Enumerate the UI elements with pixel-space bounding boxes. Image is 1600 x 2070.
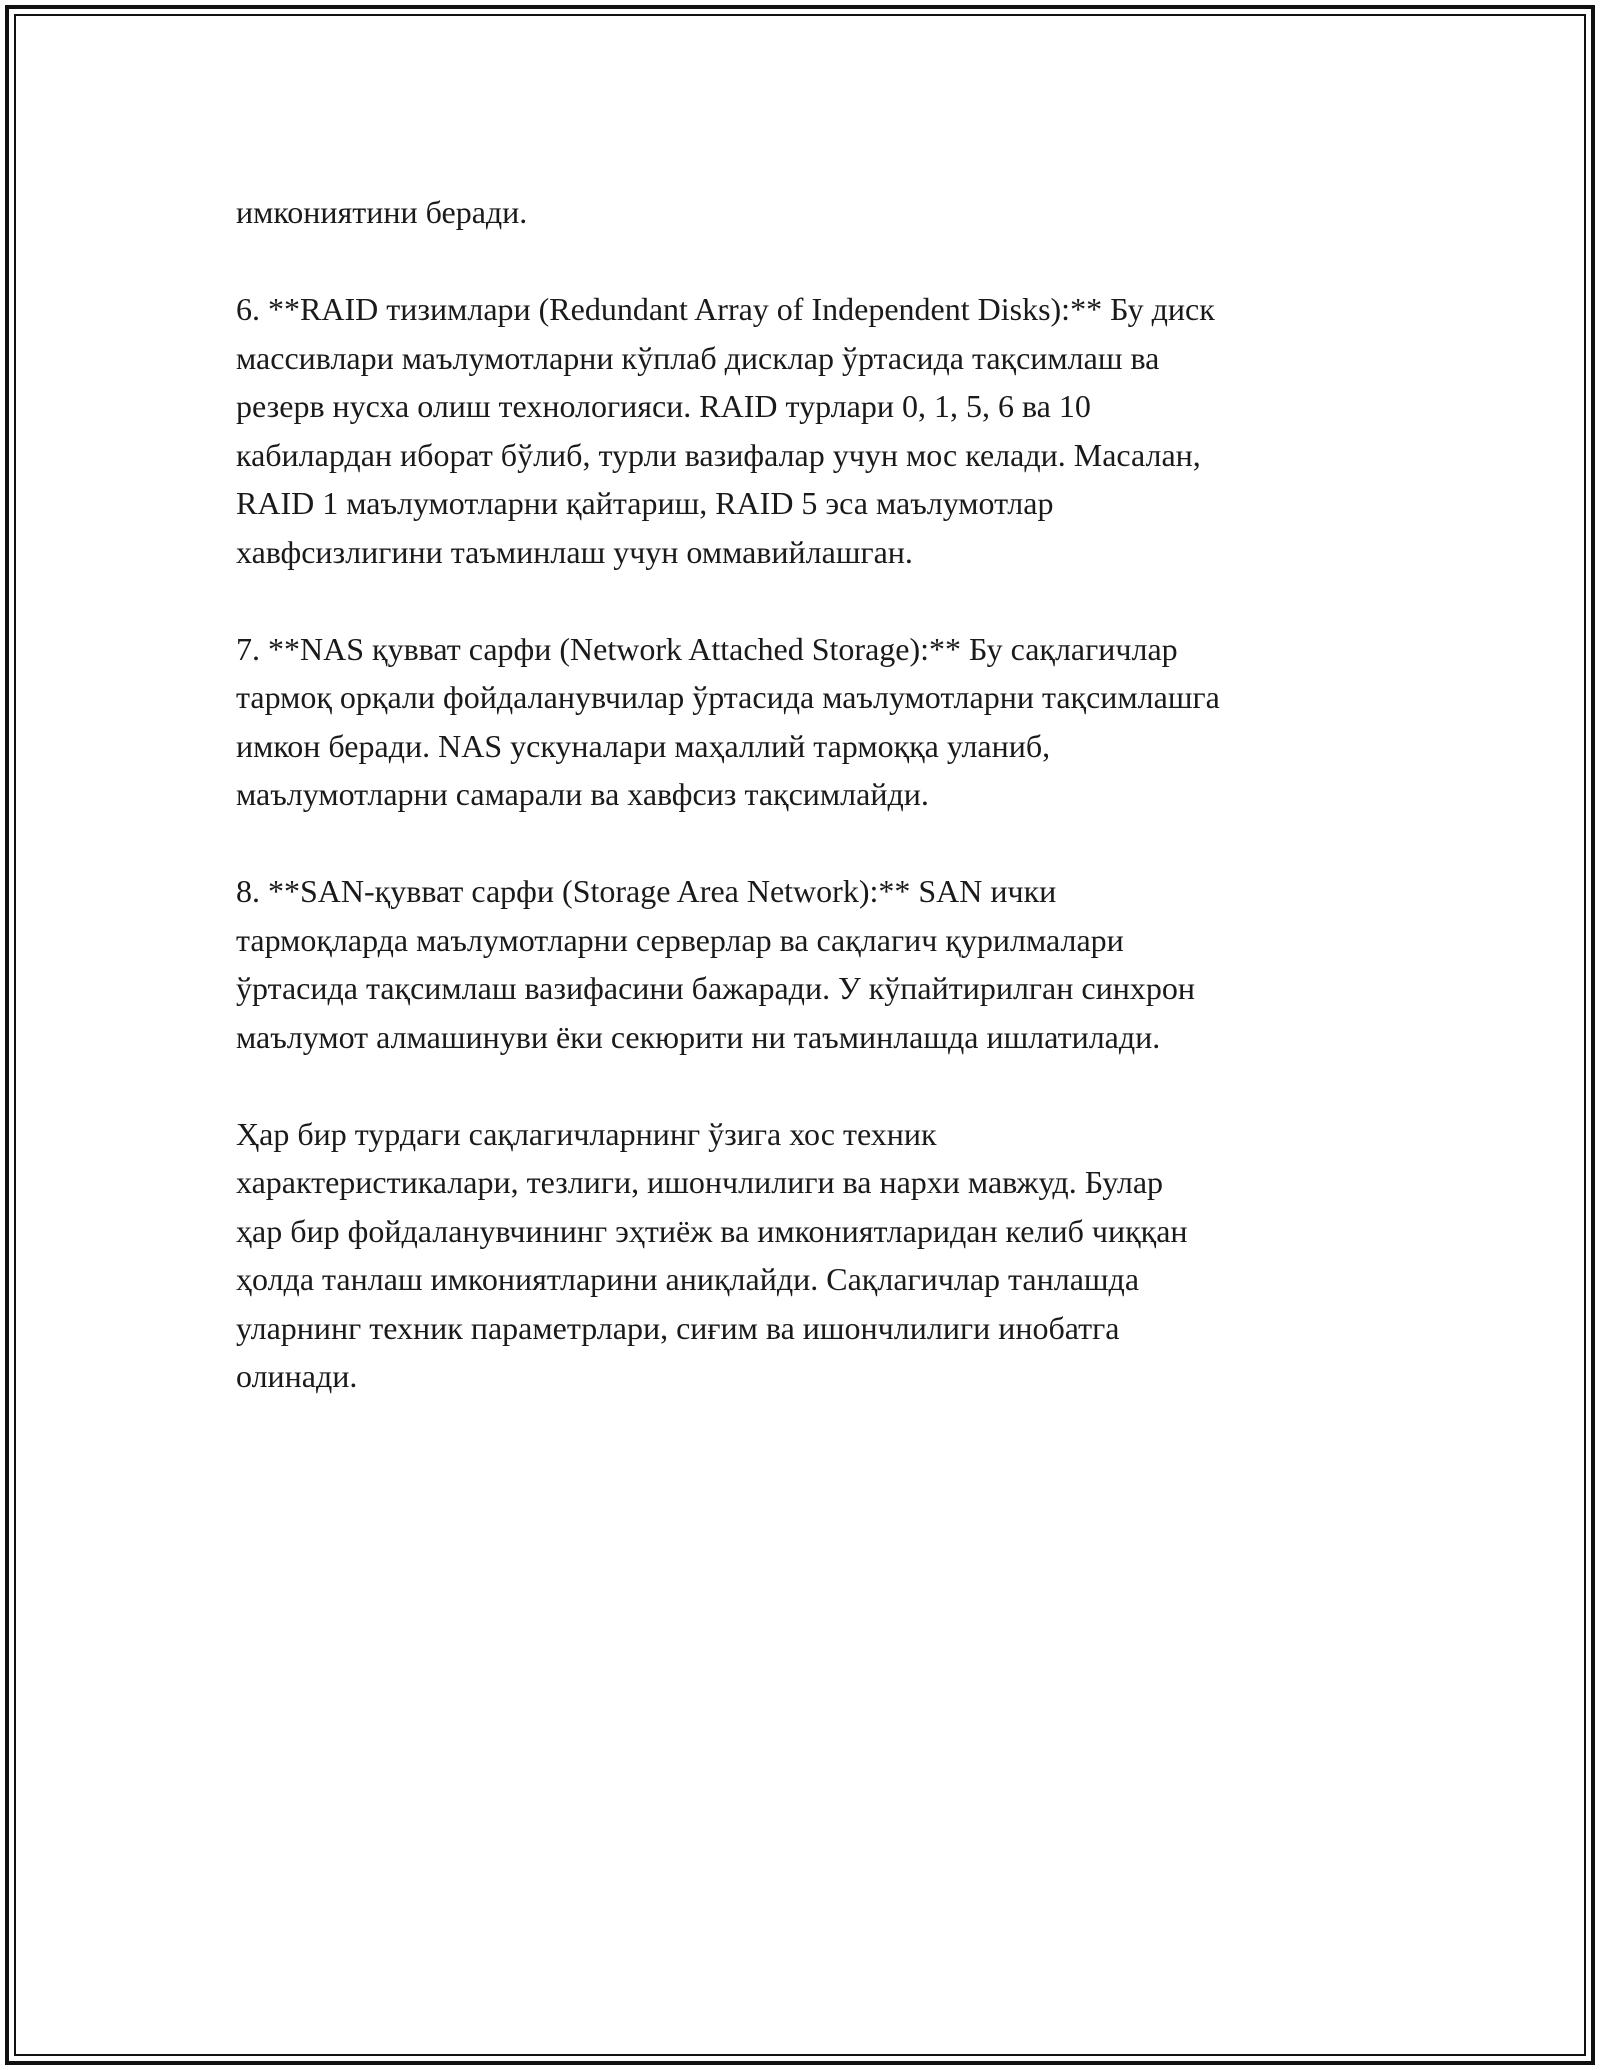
text-line: 7. **NAS қувват сарфи (Network Attached Storage):** Бу сақлагичлар <box>236 630 1178 667</box>
text-line: имкон беради. NAS ускуналари маҳаллий тармоққа уланиб, <box>236 727 1051 764</box>
text-line: уларнинг техник параметрлари, сиғим ва ишончлилиги инобатга <box>236 1309 1120 1346</box>
paragraph-nas <box>236 625 1376 819</box>
paragraph-san <box>236 867 1376 1061</box>
text-line: ҳар бир фойдаланувчининг эҳтиёж ва имкониятларидан келиб чиққан <box>236 1212 1188 1249</box>
text-line: Ҳар бир турдаги сақлагичларнинг ўзига хос техник <box>236 1115 937 1152</box>
text-line: массивлари маълумотларни кўплаб дисклар ўртасида тақсимлаш ва <box>236 339 1160 376</box>
paragraph-summary <box>236 1110 1376 1401</box>
text-line: 6. **RAID тизимлари (Redundant Array of Independent Disks):** Бу диск <box>236 291 1215 327</box>
text-line: ҳолда танлаш имкониятларини аниқлайди. Сақлагичлар танлашда <box>236 1261 1140 1297</box>
text-line: маълумотларни самарали ва хавфсиз тақсимлайди. <box>236 776 929 812</box>
text-line: хавфсизлигини таъминлаш учун оммавийлашган. <box>236 533 913 570</box>
text-line: олинади. <box>236 1358 358 1394</box>
paragraph-raid <box>236 285 1376 576</box>
text-line: тармоқ орқали фойдаланувчилар ўртасида маълумотларни тақсимлашга <box>236 679 1220 715</box>
text-line: маълумот алмашинуви ёки секюрити ни таъминлашда ишлатилади. <box>236 1018 1161 1055</box>
text-line: кабилардан иборат бўлиб, турли вазифалар учун мос келади. Масалан, <box>236 436 1201 473</box>
text-line: характеристикалари, тезлиги, ишончлилиги ва нархи мавжуд. Булар <box>236 1164 1164 1200</box>
document-body <box>236 188 1376 1401</box>
paragraph-continuation <box>236 188 1376 237</box>
text-line: 8. **SAN-қувват сарфи (Storage Area Network):** SAN ички <box>236 873 1057 909</box>
text-line: резерв нусха олиш технологияси. RAID турлари 0, 1, 5, 6 ва 10 <box>236 388 1091 424</box>
text-line: ўртасида тақсимлаш вазифасини бажаради. У кўпайтирилган синхрон <box>236 970 1195 1006</box>
text-line: тармоқларда маълумотларни серверлар ва сақлагич қурилмалари <box>236 921 1124 958</box>
text-line: RAID 1 маълумотларни қайтариш, RAID 5 эса маълумотлар <box>236 485 1054 521</box>
text-line: имкониятини беради. <box>236 194 528 230</box>
